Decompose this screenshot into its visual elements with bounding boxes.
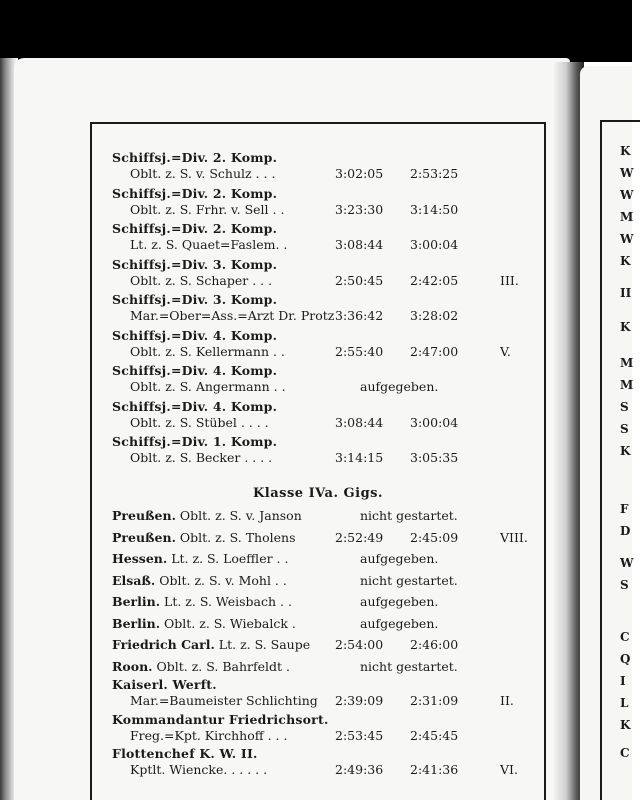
corrected-time: 2:41:36	[410, 762, 459, 777]
section-title: Klasse IVa. Gigs.	[252, 486, 384, 501]
result-row	[112, 693, 532, 709]
result-row	[112, 551, 532, 567]
result-row	[112, 308, 532, 324]
right-page-fragment: C	[620, 630, 630, 644]
right-page-fragment: L	[620, 696, 629, 710]
boat-name: Preußen.	[112, 529, 176, 545]
result-entry	[112, 677, 532, 709]
right-page-fragment: S	[620, 400, 629, 414]
participant	[112, 551, 288, 567]
result-entry	[112, 292, 532, 324]
boat-name: Elsaß.	[112, 572, 156, 588]
participant-name: Oblt. z. S. v. Mohl . .	[159, 572, 287, 588]
right-page-fragment: M	[620, 356, 634, 370]
right-page-fragment: K	[620, 444, 631, 458]
result-entry	[112, 551, 532, 567]
right-page-fragment: M	[620, 210, 634, 224]
right-page-fragment: C	[620, 746, 630, 760]
division-header: Schiffsj.=Div. 4. Komp.	[112, 327, 278, 343]
boat-name: Hessen.	[112, 551, 168, 566]
result-row	[112, 273, 532, 289]
scan-top-border	[0, 0, 632, 62]
result-entry	[112, 508, 532, 524]
result-entry	[112, 399, 532, 431]
elapsed-time: 2:49:36	[335, 762, 384, 777]
corrected-time: 3:28:02	[410, 308, 459, 323]
result-row	[112, 415, 532, 431]
result-row	[112, 166, 532, 182]
elapsed-time: 3:08:44	[335, 237, 384, 252]
corrected-time: 2:45:45	[410, 727, 459, 743]
elapsed-time: 2:50:45	[335, 272, 384, 288]
status-note: nicht gestartet.	[360, 508, 458, 523]
placing: III.	[500, 272, 519, 288]
participant-name: Oblt. z. S. v. Schulz . . .	[130, 166, 276, 181]
elapsed-time: 3:23:30	[335, 201, 384, 217]
participant-name: Oblt. z. S. Kellermann . .	[130, 343, 285, 359]
division-header: Schiffsj.=Div. 4. Komp.	[112, 398, 278, 414]
elapsed-time: 3:08:44	[335, 414, 384, 430]
result-entry	[112, 594, 532, 610]
corrected-time: 3:14:50	[410, 201, 459, 217]
result-row	[112, 530, 532, 546]
result-row	[112, 573, 532, 589]
participant	[112, 573, 287, 589]
right-page-fragment: W	[620, 556, 634, 570]
corrected-time: 3:05:35	[410, 450, 459, 465]
participant-name: Lt. z. S. Loeffler . .	[171, 551, 289, 566]
participant	[112, 616, 296, 632]
participant-name: Oblt. z. S. Bahrfeldt .	[156, 658, 290, 674]
participant	[112, 659, 290, 675]
elapsed-time: 3:36:42	[335, 308, 384, 323]
result-entry	[112, 257, 532, 289]
right-page-fragment: K	[620, 320, 631, 334]
result-entry	[112, 573, 532, 589]
elapsed-time: 2:52:49	[335, 529, 384, 545]
corrected-time: 2:45:09	[410, 529, 459, 545]
elapsed-time: 2:55:40	[335, 343, 384, 359]
participant	[112, 508, 302, 524]
result-entry	[112, 328, 532, 360]
result-row	[112, 450, 532, 466]
result-row	[112, 616, 532, 632]
right-page-fragment: M	[620, 378, 634, 392]
elapsed-time: 2:53:45	[335, 727, 384, 743]
placing: VI.	[500, 762, 518, 777]
right-page-fragment: S	[620, 422, 629, 436]
result-entry	[112, 530, 532, 546]
division-header: Schiffsj.=Div. 2. Komp.	[112, 221, 278, 236]
elapsed-time: 2:39:09	[335, 693, 384, 708]
participant-name: Oblt. z. S. Stübel . . . .	[130, 414, 269, 430]
result-entry	[112, 616, 532, 632]
status-note: aufgegeben.	[360, 594, 439, 609]
participant-name: Kptlt. Wiencke. . . . . .	[130, 762, 268, 777]
status-note: aufgegeben.	[360, 615, 439, 631]
result-entry	[112, 746, 532, 778]
result-row	[112, 202, 532, 218]
right-page-fragment: K	[620, 144, 631, 158]
boat-name: Berlin.	[112, 615, 161, 631]
result-entry	[112, 659, 532, 675]
result-row	[112, 379, 532, 395]
right-page-fragment: II	[620, 286, 632, 300]
boat-name: Friedrich Carl.	[112, 637, 215, 652]
participant-name: Oblt. z. S. Angermann . .	[130, 379, 286, 394]
result-entry	[112, 186, 532, 218]
entry-header: Flottenchef K. W. II.	[112, 746, 258, 761]
participant-name: Mar.=Ober=Ass.=Arzt Dr. Protz	[130, 308, 335, 323]
boat-name: Preußen.	[112, 508, 176, 523]
participant	[112, 530, 296, 546]
participant-name: Lt. z. S. Quaet=Faslem. .	[130, 237, 288, 252]
result-row	[112, 594, 532, 610]
right-page-fragment: W	[620, 188, 634, 202]
entry-header: Kaiserl. Werft.	[112, 677, 217, 692]
result-entry	[112, 637, 532, 653]
result-entry	[112, 363, 532, 395]
result-row	[112, 728, 532, 744]
participant	[112, 594, 292, 610]
participant-name: Oblt. z. S. Frhr. v. Sell . .	[130, 201, 285, 217]
status-note: nicht gestartet.	[360, 658, 458, 674]
entry-header: Kommandantur Friedrichsort.	[112, 711, 329, 727]
participant-name: Oblt. z. S. Tholens	[179, 529, 296, 545]
right-page-fragment: K	[620, 254, 631, 268]
status-note: aufgegeben.	[360, 551, 439, 566]
right-page-fragment: F	[620, 502, 629, 516]
division-header: Schiffsj.=Div. 3. Komp.	[112, 256, 278, 272]
right-page-fragment: K	[620, 718, 631, 732]
boat-name: Berlin.	[112, 594, 161, 609]
participant-name: Lt. z. S. Weisbach . .	[164, 594, 292, 609]
elapsed-time: 3:02:05	[335, 166, 384, 181]
participant-name: Oblt. z. S. Schaper . . .	[130, 272, 273, 288]
participant-name: Oblt. z. S. Becker . . . .	[130, 450, 273, 465]
right-page-fragment: I	[620, 674, 626, 688]
corrected-time: 3:00:04	[410, 414, 459, 430]
corrected-time: 2:47:00	[410, 343, 459, 359]
division-header: Schiffsj.=Div. 3. Komp.	[112, 292, 278, 307]
result-entry	[112, 221, 532, 253]
participant-name: Oblt. z. S. v. Janson	[179, 508, 302, 523]
participant-name: Mar.=Baumeister Schlichting	[130, 693, 318, 708]
result-entry	[112, 150, 532, 182]
corrected-time: 2:42:05	[410, 272, 459, 288]
participant-name: Freg.=Kpt. Kirchhoff . . .	[130, 727, 288, 743]
division-header: Schiffsj.=Div. 2. Komp.	[112, 150, 278, 165]
result-row	[112, 659, 532, 675]
result-row	[112, 508, 532, 524]
placing: II.	[500, 693, 514, 708]
elapsed-time: 2:54:00	[335, 637, 384, 652]
corrected-time: 2:53:25	[410, 166, 459, 181]
corrected-time: 3:00:04	[410, 237, 459, 252]
right-page-fragment: W	[620, 232, 634, 246]
division-header: Schiffsj.=Div. 2. Komp.	[112, 185, 278, 201]
result-entry	[112, 712, 532, 744]
corrected-time: 2:46:00	[410, 637, 459, 652]
boat-name: Roon.	[112, 658, 153, 674]
participant-name: Oblt. z. S. Wiebalck .	[164, 615, 296, 631]
placing: VIII.	[500, 529, 528, 545]
elapsed-time: 3:14:15	[335, 450, 384, 465]
result-entry	[112, 434, 532, 466]
right-page-fragment: S	[620, 578, 629, 592]
right-page-fragment: D	[620, 524, 631, 538]
division-header: Schiffsj.=Div. 4. Komp.	[112, 363, 278, 378]
result-row	[112, 237, 532, 253]
result-row	[112, 637, 532, 653]
corrected-time: 2:31:09	[410, 693, 459, 708]
division-header: Schiffsj.=Div. 1. Komp.	[112, 434, 278, 449]
right-page-fragment: W	[620, 166, 634, 180]
right-page-fragment: Q	[620, 652, 631, 666]
participant	[112, 637, 310, 653]
participant-name: Lt. z. S. Saupe	[218, 637, 311, 652]
result-row	[112, 344, 532, 360]
status-note: aufgegeben.	[360, 379, 439, 394]
status-note: nicht gestartet.	[360, 572, 458, 588]
result-row	[112, 762, 532, 778]
placing: V.	[500, 343, 511, 359]
